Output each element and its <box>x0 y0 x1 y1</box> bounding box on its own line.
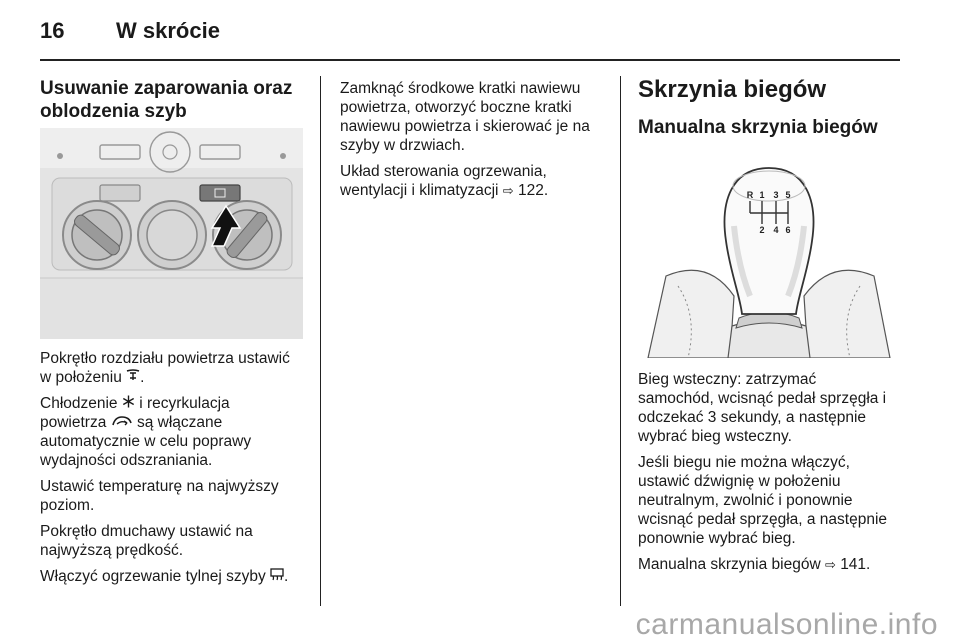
text-line: powietrza <box>40 414 107 431</box>
gear-label-5: 5 <box>785 190 791 200</box>
text-line: i recyrkulacja <box>139 395 230 412</box>
paragraph <box>340 79 612 155</box>
text-line: Ustawić temperaturę na najwyższy <box>40 478 279 495</box>
text-line: Pokrętło rozdziału powietrza ustawić <box>40 350 290 367</box>
text-line: powietrza, otworzyć boczne kratki <box>340 99 572 116</box>
paragraph <box>40 349 312 387</box>
paragraph <box>638 370 908 446</box>
gear-label-4: 4 <box>773 225 779 235</box>
page-reference-link[interactable]: 122. <box>518 182 549 199</box>
gear-label-2: 2 <box>759 225 765 235</box>
column-divider-2 <box>620 76 621 606</box>
text-line: wydajności odszraniania. <box>40 452 213 469</box>
text-line: w położeniu <box>40 369 122 386</box>
manual-gearbox-subheading: Manualna skrzynia biegów <box>638 117 878 138</box>
text-line: są włączane <box>136 414 223 431</box>
text-line: Układ sterowania ogrzewania, <box>340 163 547 180</box>
text-line: Manualna skrzynia biegów <box>638 556 821 573</box>
air-recirculation-icon <box>111 415 133 427</box>
header-rule <box>40 59 900 61</box>
watermark[interactable]: carmanualsonline.info <box>635 608 938 641</box>
gear-shift-knob-figure <box>638 146 900 358</box>
paragraph <box>40 522 312 560</box>
climate-control-panel-figure <box>40 128 303 339</box>
page-reference-arrow-icon: ⇨ <box>824 557 836 572</box>
text-line: neutralnym, zwolnić i ponownie <box>638 492 853 509</box>
cooling-snowflake-icon <box>122 395 135 408</box>
paragraph <box>638 555 908 574</box>
gear-label-reverse: R <box>746 190 754 200</box>
paragraph <box>40 567 312 586</box>
paragraph <box>340 162 612 200</box>
text-line: odczekać 3 sekundy, a następnie <box>638 409 867 426</box>
gear-label-1: 1 <box>759 190 765 200</box>
page-reference-arrow-icon: ⇨ <box>502 183 514 198</box>
text-line: ponownie wybrać bieg. <box>638 530 796 547</box>
text-line: automatycznie w celu poprawy <box>40 433 252 450</box>
text-line: wentylacji i klimatyzacji <box>340 182 499 199</box>
heading-line: oblodzenia szyb <box>40 101 187 122</box>
text-end: . <box>140 369 145 386</box>
text-line: Pokrętło dmuchawy ustawić na <box>40 523 253 540</box>
paragraph <box>40 477 312 515</box>
gearbox-section-heading: Skrzynia biegów <box>638 76 827 103</box>
page-reference-link[interactable]: 141. <box>840 556 871 573</box>
page-number: 16 <box>40 18 65 43</box>
text-line: Jeśli biegu nie można włączyć, <box>638 454 850 471</box>
text-line: szyby w drzwiach. <box>340 137 465 154</box>
column-divider-1 <box>320 76 321 606</box>
text-line: wcisnąć pedał sprzęgła, a następnie <box>638 511 888 528</box>
text-line: ustawić dźwignię w położeniu <box>638 473 841 490</box>
text-line: samochód, wcisnąć pedał sprzęgła i <box>638 390 887 407</box>
heading-line: Usuwanie zaparowania oraz <box>40 78 293 99</box>
text-line: wybrać bieg wsteczny. <box>638 428 792 445</box>
gear-label-3: 3 <box>773 190 779 200</box>
text-line: Chłodzenie <box>40 395 118 412</box>
rear-window-heating-icon <box>270 568 284 581</box>
paragraph <box>638 453 908 548</box>
text-line: poziom. <box>40 497 95 514</box>
chapter-title: W skrócie <box>116 18 220 43</box>
defrost-section-heading <box>40 77 310 123</box>
gear-label-6: 6 <box>785 225 791 235</box>
text-line: najwyższą prędkość. <box>40 542 184 559</box>
text-line: nawiewu powietrza i skierować je na <box>340 118 590 135</box>
text-line: Zamknąć środkowe kratki nawiewu <box>340 80 581 97</box>
text-line: Włączyć ogrzewanie tylnej szyby <box>40 568 266 585</box>
paragraph <box>40 394 312 470</box>
text-end: . <box>284 568 289 585</box>
windscreen-defrost-mode-icon <box>126 369 140 382</box>
text-line: Bieg wsteczny: zatrzymać <box>638 371 817 388</box>
